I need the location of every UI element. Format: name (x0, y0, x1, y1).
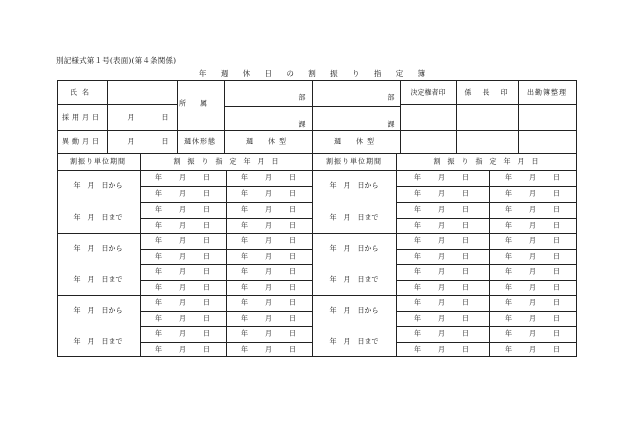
designation-date-cell: 年 月 日 (414, 283, 470, 292)
period-header-1: 割振り単位期間 (70, 157, 126, 166)
approver-seal-label: 決定権者印 (410, 88, 446, 97)
designation-date-cell: 年 月 日 (414, 329, 470, 338)
designation-date-cell: 年 月 日 (155, 314, 211, 323)
designation-date-cell: 年 月 日 (155, 267, 211, 276)
schedule-line (57, 233, 577, 234)
schedule-line (57, 295, 577, 296)
designation-date-cell: 年 月 日 (241, 205, 297, 214)
weekly-type-1: 週 休型 (246, 137, 290, 146)
designation-date-cell: 年 月 日 (241, 173, 297, 182)
designation-date-cell: 年 月 日 (505, 205, 561, 214)
header-line (224, 80, 225, 153)
hire-date-value: 月 日 (127, 113, 179, 122)
bu-label-2: 部 (387, 93, 395, 102)
row-line (396, 186, 577, 187)
designation-date-cell: 年 月 日 (155, 221, 211, 230)
row-line (140, 342, 312, 343)
designation-date-cell: 年 月 日 (155, 189, 211, 198)
row-line (396, 311, 577, 312)
period-to: 年 月 日まで (73, 275, 123, 284)
designation-date-cell: 年 月 日 (155, 205, 211, 214)
designation-date-cell: 年 月 日 (505, 173, 561, 182)
header-line (57, 104, 177, 105)
designation-date-cell: 年 月 日 (241, 329, 297, 338)
period-from: 年 月 日から (329, 244, 379, 253)
row-line (140, 326, 312, 327)
designation-date-cell: 年 月 日 (155, 329, 211, 338)
designation-header-1: 割 振 り 指 定 年 月 日 (173, 157, 279, 166)
header-line (312, 80, 313, 153)
hire-date-label: 採用月日 (62, 113, 102, 122)
period-to: 年 月 日まで (73, 213, 123, 222)
period-to: 年 月 日まで (329, 213, 379, 222)
clerk-seal-label: 係 長 印 (464, 88, 510, 97)
row-line (140, 311, 312, 312)
row-line (396, 202, 577, 203)
designation-date-cell: 年 月 日 (241, 236, 297, 245)
designation-date-cell: 年 月 日 (241, 267, 297, 276)
period-header-2: 割振り単位期間 (326, 157, 382, 166)
designation-date-cell: 年 月 日 (505, 236, 561, 245)
row-line (140, 202, 312, 203)
header-line (456, 80, 457, 153)
row-line (396, 218, 577, 219)
schedule-line (57, 170, 577, 171)
row-line (396, 342, 577, 343)
designation-date-cell: 年 月 日 (241, 221, 297, 230)
period-from: 年 月 日から (73, 306, 123, 315)
ka-label-2: 課 (387, 120, 395, 129)
designation-date-cell: 年 月 日 (414, 314, 470, 323)
period-to: 年 月 日まで (329, 337, 379, 346)
designation-date-cell: 年 月 日 (414, 252, 470, 261)
designation-date-cell: 年 月 日 (505, 221, 561, 230)
form-caption: 別記様式第１号(表面)(第４条関係) (56, 56, 177, 65)
designation-date-cell: 年 月 日 (414, 236, 470, 245)
row-line (396, 326, 577, 327)
period-to: 年 月 日まで (73, 337, 123, 346)
designation-date-cell: 年 月 日 (241, 189, 297, 198)
header-line (107, 80, 108, 153)
name-label: 氏名 (70, 88, 94, 97)
designation-date-cell: 年 月 日 (241, 298, 297, 307)
designation-date-cell: 年 月 日 (505, 345, 561, 354)
designation-date-cell: 年 月 日 (414, 298, 470, 307)
attendance-label: 出勤簿整理 (527, 88, 567, 97)
row-line (140, 249, 312, 250)
designation-date-cell: 年 月 日 (241, 283, 297, 292)
designation-date-cell: 年 月 日 (414, 205, 470, 214)
designation-date-cell: 年 月 日 (505, 298, 561, 307)
bu-label-1: 部 (298, 93, 306, 102)
transfer-date-value: 月 日 (127, 137, 179, 146)
row-line (396, 249, 577, 250)
designation-date-cell: 年 月 日 (414, 189, 470, 198)
designation-header-2: 割 振 り 指 定 年 月 日 (433, 157, 539, 166)
designation-date-cell: 年 月 日 (155, 173, 211, 182)
period-to: 年 月 日まで (329, 275, 379, 284)
designation-date-cell: 年 月 日 (241, 314, 297, 323)
ka-label-1: 課 (298, 120, 306, 129)
designation-date-cell: 年 月 日 (505, 189, 561, 198)
period-from: 年 月 日から (73, 244, 123, 253)
period-from: 年 月 日から (329, 306, 379, 315)
header-line (518, 80, 519, 153)
designation-date-cell: 年 月 日 (414, 221, 470, 230)
designation-date-cell: 年 月 日 (505, 329, 561, 338)
designation-date-cell: 年 月 日 (155, 236, 211, 245)
schedule-line (312, 153, 313, 357)
header-line (57, 130, 577, 131)
designation-date-cell: 年 月 日 (505, 283, 561, 292)
designation-date-cell: 年 月 日 (155, 252, 211, 261)
header-line (57, 153, 577, 154)
designation-date-cell: 年 月 日 (155, 298, 211, 307)
row-line (140, 264, 312, 265)
designation-date-cell: 年 月 日 (241, 345, 297, 354)
designation-date-cell: 年 月 日 (414, 267, 470, 276)
row-line (396, 280, 577, 281)
weekly-type-2: 週 休型 (334, 137, 378, 146)
row-line (140, 186, 312, 187)
header-line (400, 80, 401, 153)
row-line (396, 264, 577, 265)
affiliation-label: 所属 (179, 99, 221, 108)
designation-date-cell: 年 月 日 (505, 267, 561, 276)
designation-date-cell: 年 月 日 (155, 345, 211, 354)
weekly-rest-label: 週休形態 (184, 137, 216, 146)
row-line (140, 218, 312, 219)
designation-date-cell: 年 月 日 (414, 345, 470, 354)
designation-date-cell: 年 月 日 (505, 314, 561, 323)
row-line (140, 280, 312, 281)
designation-date-cell: 年 月 日 (505, 252, 561, 261)
transfer-date-label: 異動月日 (62, 137, 102, 146)
designation-date-cell: 年 月 日 (241, 252, 297, 261)
period-from: 年 月 日から (73, 181, 123, 190)
period-from: 年 月 日から (329, 181, 379, 190)
designation-date-cell: 年 月 日 (155, 283, 211, 292)
form-title: 年 週 休 日 の 割 振 り 指 定 簿 (198, 69, 432, 78)
designation-date-cell: 年 月 日 (414, 173, 470, 182)
header-line (400, 104, 577, 105)
